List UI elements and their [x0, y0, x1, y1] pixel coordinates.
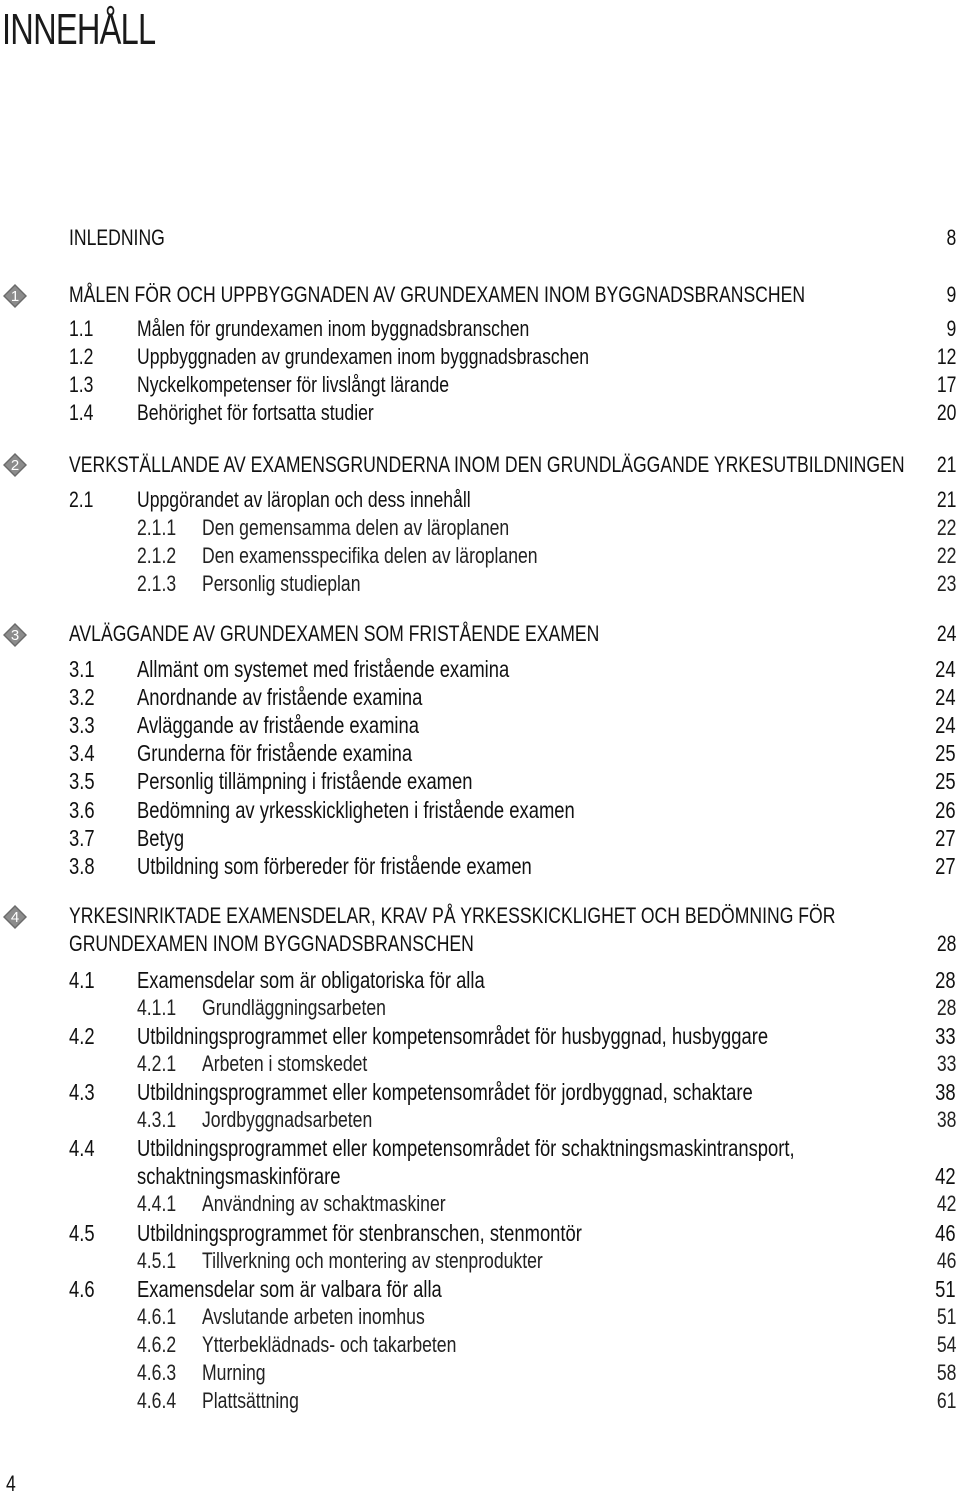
toc-label: INLEDNING — [69, 225, 165, 250]
toc-number: 3.5 — [69, 768, 95, 794]
toc-page: 33 — [936, 1051, 956, 1076]
toc-page: 61 — [936, 1388, 956, 1413]
toc-label: Allmänt om systemet med fristående examina — [137, 656, 510, 682]
toc-label: Anordnande av fristående examina — [137, 684, 423, 710]
toc-label: Behörighet för fortsatta studier — [137, 400, 374, 425]
toc-label: Uppbyggnaden av grundexamen inom byggnadsbraschen — [137, 344, 590, 369]
toc-number: 3.6 — [69, 797, 95, 823]
toc-label: Betyg — [137, 825, 185, 851]
toc-section[interactable] — [0, 739, 960, 767]
toc-label: GRUNDEXAMEN INOM BYGGNADSBRANSCHEN — [69, 931, 474, 956]
toc-label: Utbildningsprogrammet eller kompetensområdet för jordbyggnad, schaktare — [137, 1079, 753, 1105]
toc-section[interactable] — [0, 796, 960, 824]
toc-section[interactable] — [0, 711, 960, 739]
toc-page: 27 — [935, 825, 956, 851]
toc-page: 51 — [935, 1276, 956, 1302]
toc-number: 4.6.3 — [137, 1360, 177, 1385]
toc-label: Bedömning av yrkesskickligheten i fristående examen — [137, 797, 575, 823]
toc-section[interactable] — [0, 852, 960, 880]
toc-subsection[interactable] — [0, 1387, 960, 1415]
toc-label: Avslutande arbeten inomhus — [202, 1304, 425, 1329]
toc-number: 3.2 — [69, 684, 95, 710]
toc-number: 4.4 — [69, 1135, 95, 1161]
toc-subsection[interactable] — [0, 1331, 960, 1359]
toc-subsection[interactable] — [0, 1303, 960, 1331]
toc-label: Utbildningsprogrammet eller kompetensområdet för husbyggnad, husbyggare — [137, 1023, 769, 1049]
toc-label: Användning av schaktmaskiner — [202, 1191, 446, 1216]
toc-section[interactable] — [0, 824, 960, 852]
toc-number: 2.1.1 — [137, 515, 177, 540]
page-number: 4 — [6, 1471, 16, 1496]
toc-page: 46 — [935, 1220, 956, 1246]
toc-label: Murning — [202, 1360, 266, 1385]
toc-page: 23 — [936, 571, 956, 596]
toc-subsection[interactable] — [0, 1106, 960, 1134]
toc-chapter-4-cont[interactable] — [0, 930, 960, 958]
toc-subsection[interactable] — [0, 1190, 960, 1218]
toc-section[interactable] — [0, 315, 960, 343]
toc-label: Jordbyggnadsarbeten — [202, 1107, 373, 1132]
toc-number: 3.7 — [69, 825, 95, 851]
page-title: INNEHÅLL — [2, 5, 156, 54]
toc-subsection[interactable] — [0, 1247, 960, 1275]
toc-page: 17 — [936, 372, 956, 397]
toc-label: Avläggande av fristående examina — [137, 712, 419, 738]
toc-number: 4.3.1 — [137, 1107, 177, 1132]
toc-subsection[interactable] — [0, 514, 960, 542]
toc-page: 8 — [946, 225, 956, 250]
toc-page: 21 — [936, 487, 956, 512]
svg-text:3: 3 — [10, 627, 20, 644]
toc-section[interactable] — [0, 683, 960, 711]
toc-chapter-3[interactable] — [0, 620, 960, 648]
svg-text:2: 2 — [10, 457, 20, 474]
toc-label: Målen för grundexamen inom byggnadsbranschen — [137, 316, 530, 341]
toc-number: 3.3 — [69, 712, 95, 738]
toc-number: 2.1.2 — [137, 543, 177, 568]
toc-number: 1.2 — [69, 344, 94, 369]
toc-label: Den gemensamma delen av läroplanen — [202, 515, 510, 540]
toc-page: 38 — [936, 1107, 956, 1132]
toc-page: 54 — [936, 1332, 956, 1357]
toc-label: Personlig tillämpning i fristående examen — [137, 768, 473, 794]
toc-number: 2.1.3 — [137, 571, 177, 596]
toc-label: Personlig studieplan — [202, 571, 361, 596]
toc-page: 24 — [936, 621, 956, 646]
toc-page: 24 — [935, 712, 956, 738]
toc-page: 27 — [935, 853, 956, 879]
toc-page: 28 — [935, 967, 956, 993]
toc-page: 51 — [936, 1304, 956, 1329]
toc-label: Utbildningsprogrammet för stenbranschen, stenmontör — [137, 1220, 582, 1246]
toc-number: 4.5 — [69, 1220, 95, 1246]
toc-page: 20 — [936, 400, 956, 425]
toc-section[interactable] — [0, 1219, 960, 1247]
toc-number: 4.6.4 — [137, 1388, 177, 1413]
toc-number: 4.2 — [69, 1023, 95, 1049]
toc-page: 21 — [936, 452, 956, 477]
toc-label: Plattsättning — [202, 1388, 299, 1413]
toc-number: 4.6.2 — [137, 1332, 177, 1357]
toc-number: 3.8 — [69, 853, 95, 879]
toc-subsection[interactable] — [0, 570, 960, 598]
toc-page: 46 — [936, 1248, 956, 1273]
toc-section-cont[interactable] — [0, 1162, 960, 1190]
toc-page: 58 — [936, 1360, 956, 1385]
toc-page: 25 — [935, 740, 956, 766]
toc-number: 4.5.1 — [137, 1248, 177, 1273]
toc-label: Nyckelkompetenser för livslångt lärande — [137, 372, 450, 397]
toc-label: MÅLEN FÖR OCH UPPBYGGNADEN AV GRUNDEXAMEN INOM BYGGNADSBRANSCHEN — [69, 282, 806, 307]
toc-entry-intro[interactable] — [0, 224, 960, 252]
toc-section[interactable] — [0, 655, 960, 683]
toc-number: 2.1 — [69, 487, 94, 512]
toc-label: Examensdelar som är valbara för alla — [137, 1276, 442, 1302]
toc-number: 4.3 — [69, 1079, 95, 1105]
toc-number: 4.4.1 — [137, 1191, 177, 1216]
toc-page: 22 — [936, 543, 956, 568]
toc-label: Ytterbeklädnads- och takarbeten — [202, 1332, 457, 1357]
toc-section[interactable] — [0, 343, 960, 371]
toc-subsection[interactable] — [0, 1359, 960, 1387]
toc-label: Uppgörandet av läroplan och dess innehåll — [137, 487, 471, 512]
toc-label: VERKSTÄLLANDE AV EXAMENSGRUNDERNA INOM DEN GRUNDLÄGGANDE YRKESUTBILDNINGEN — [69, 452, 905, 477]
toc-section[interactable] — [0, 399, 960, 427]
toc-section[interactable] — [0, 1078, 960, 1106]
toc-page: 9 — [946, 282, 956, 307]
toc-page: 22 — [936, 515, 956, 540]
toc-chapter-1[interactable] — [0, 281, 960, 309]
toc-section[interactable] — [0, 486, 960, 514]
toc-number: 3.1 — [69, 656, 95, 682]
svg-text:4: 4 — [10, 909, 20, 926]
toc-number: 3.4 — [69, 740, 95, 766]
toc-number: 4.1 — [69, 967, 95, 993]
toc-subsection[interactable] — [0, 542, 960, 570]
toc-section[interactable] — [0, 1275, 960, 1303]
toc-page: 28 — [936, 995, 956, 1020]
toc-label: AVLÄGGANDE AV GRUNDEXAMEN SOM FRISTÅENDE EXAMEN — [69, 621, 600, 646]
toc-label: Den examensspecifika delen av läroplanen — [202, 543, 538, 568]
toc-number: 4.6.1 — [137, 1304, 177, 1329]
toc-subsection[interactable] — [0, 994, 960, 1022]
toc-label: Tillverkning och montering av stenprodukter — [202, 1248, 543, 1273]
toc-subsection[interactable] — [0, 1050, 960, 1078]
toc-page: 12 — [936, 344, 956, 369]
toc-number: 4.6 — [69, 1276, 95, 1302]
toc-page: 38 — [935, 1079, 956, 1105]
toc-label: schaktningsmaskinförare — [137, 1163, 341, 1189]
toc-chapter-2[interactable] — [0, 451, 960, 479]
toc-page: 28 — [936, 931, 956, 956]
toc-section[interactable] — [0, 767, 960, 795]
toc-label: Utbildning som förbereder för fristående examen — [137, 853, 532, 879]
toc-page: 42 — [935, 1163, 956, 1189]
toc-number: 4.1.1 — [137, 995, 177, 1020]
toc-page: 24 — [935, 656, 956, 682]
toc-number: 1.4 — [69, 400, 94, 425]
toc-label: Utbildningsprogrammet eller kompetensområdet för schaktningsmaskintransport, — [137, 1135, 795, 1161]
toc-number: 1.3 — [69, 372, 94, 397]
toc-page: 42 — [936, 1191, 956, 1216]
toc-label: Grunderna för fristående examina — [137, 740, 413, 766]
toc-section[interactable] — [0, 1022, 960, 1050]
toc-number: 1.1 — [69, 316, 94, 341]
toc-page: 25 — [935, 768, 956, 794]
toc-label: Arbeten i stomskedet — [202, 1051, 368, 1076]
toc-page: 33 — [935, 1023, 956, 1049]
toc-section[interactable] — [0, 966, 960, 994]
toc-section[interactable] — [0, 371, 960, 399]
toc-section[interactable] — [0, 1134, 960, 1162]
toc-page: 9 — [946, 316, 956, 341]
toc-number: 4.2.1 — [137, 1051, 177, 1076]
toc-page: 26 — [935, 797, 956, 823]
toc-page: 24 — [935, 684, 956, 710]
toc-chapter-4[interactable] — [0, 902, 960, 930]
toc-label: YRKESINRIKTADE EXAMENSDELAR, KRAV PÅ YRKESSKICKLIGHET OCH BEDÖMNING FÖR — [69, 903, 836, 928]
toc-label: Examensdelar som är obligatoriska för alla — [137, 967, 485, 993]
svg-text:1: 1 — [10, 288, 20, 305]
toc-label: Grundläggningsarbeten — [202, 995, 386, 1020]
